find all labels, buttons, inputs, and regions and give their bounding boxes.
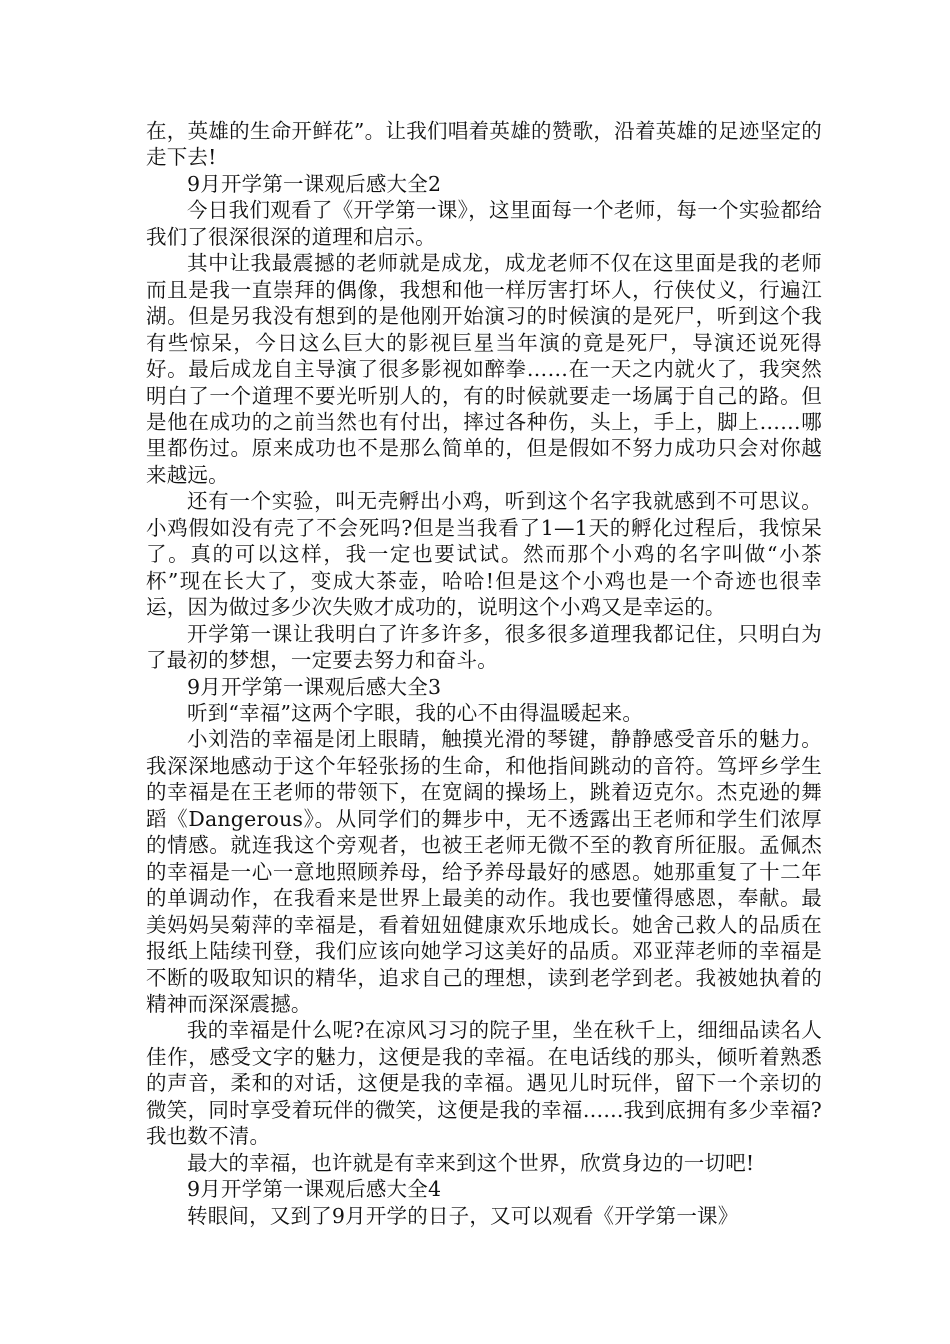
- document-page: [146, 118, 822, 1229]
- paragraph-4: 还有一个实验，叫无壳孵出小鸡，听到这个名字我就感到不可思议。小鸡假如没有壳了不会死吗?但是当我看了1—1天的孵化过程后，我惊呆了。真的可以这样，我一定也要试试。然而那个小鸡的名字叫做“小茶杯”现在长大了，变成大茶壶，哈哈!但是这个小鸡也是一个奇迹也很幸运，因为做过多少次失败才成功的，说明这个小鸡又是幸运的。: [146, 489, 822, 620]
- paragraph-8: 我的幸福是什么呢?在凉风习习的院子里，坐在秋千上，细细品读名人佳作，感受文字的魅力，这便是我的幸福。在电话线的那头，倾听着熟悉的声音，柔和的对话，这便是我的幸福。遇见儿时玩伴，留下一个亲切的微笑，同时享受着玩伴的微笑，这便是我的幸福…...我到底拥有多少幸福?我也数不清。: [146, 1018, 822, 1149]
- paragraph-7: 小刘浩的幸福是闭上眼睛，触摸光滑的琴键，静静感受音乐的魅力。我深深地感动于这个年轻张扬的生命，和他指间跳动的音符。笃坪乡学生的幸福是在王老师的带领下，在宽阔的操场上，跳着迈克尔。杰克逊的舞蹈《Dangerous》。从同学们的舞步中，无不透露出王老师和学生们浓厚的情感。就连我这个旁观者，也被王老师无微不至的教育所征服。孟佩杰的幸福是一心一意地照顾养母，给予养母最好的感恩。她那重复了十二年的单调动作，在我看来是世界上最美的动作。我也要懂得感恩，奉献。最美妈妈吴菊萍的幸福是，看着妞妞健康欢乐地成长。她舍己救人的品质在报纸上陆续刊登，我们应该向她学习这美好的品质。邓亚萍老师的幸福是不断的吸取知识的精华，追求自己的理想，读到老学到老。我被她执着的精神而深深震撼。: [146, 727, 822, 1016]
- paragraph-3: 其中让我最震撼的老师就是成龙，成龙老师不仅在这里面是我的老师而且是我一直崇拜的偶像，我想和他一样厉害打坏人，行侠仗义，行遍江湖。但是另我没有想到的是他刚开始演习的时候演的是死尸，听到这个我有些惊呆，今日这么巨大的影视巨星当年演的竟是死尸，导演还说死得好。最后成龙自主导演了很多影视如醉拳……在一天之内就火了，我突然明白了一个道理不要光听别人的，有的时候就要走一场属于自己的路。但是他在成功的之前当然也有付出，摔过各种伤，头上，手上，脚上……哪里都伤过。原来成功也不是那么简单的，但是假如不努力成功只会对你越来越远。: [146, 251, 822, 487]
- paragraph-2: 今日我们观看了《开学第一课》，这里面每一个老师，每一个实验都给我们了很深很深的道理和启示。: [146, 198, 822, 249]
- paragraph-9: 最大的幸福，也许就是有幸来到这个世界，欣赏身边的一切吧!: [187, 1150, 755, 1175]
- section-heading-2: 9月开学第一课观后感大全2: [187, 171, 442, 196]
- paragraph-6: 听到“幸福”这两个字眼，我的心不由得温暖起来。: [187, 700, 644, 725]
- section-heading-4: 9月开学第一课观后感大全4: [187, 1177, 442, 1202]
- section-heading-3: 9月开学第一课观后感大全3: [187, 674, 442, 699]
- paragraph-1: 在，英雄的生命开鲜花”。让我们唱着英雄的赞歌，沿着英雄的足迹坚定的走下去!: [146, 119, 822, 170]
- paragraph-5: 开学第一课让我明白了许多许多，很多很多道理我都记住，只明白为了最初的梦想，一定要去努力和奋斗。: [146, 621, 822, 673]
- paragraph-10: 转眼间，又到了9月开学的日子，又可以观看《开学第一课》: [187, 1203, 739, 1228]
